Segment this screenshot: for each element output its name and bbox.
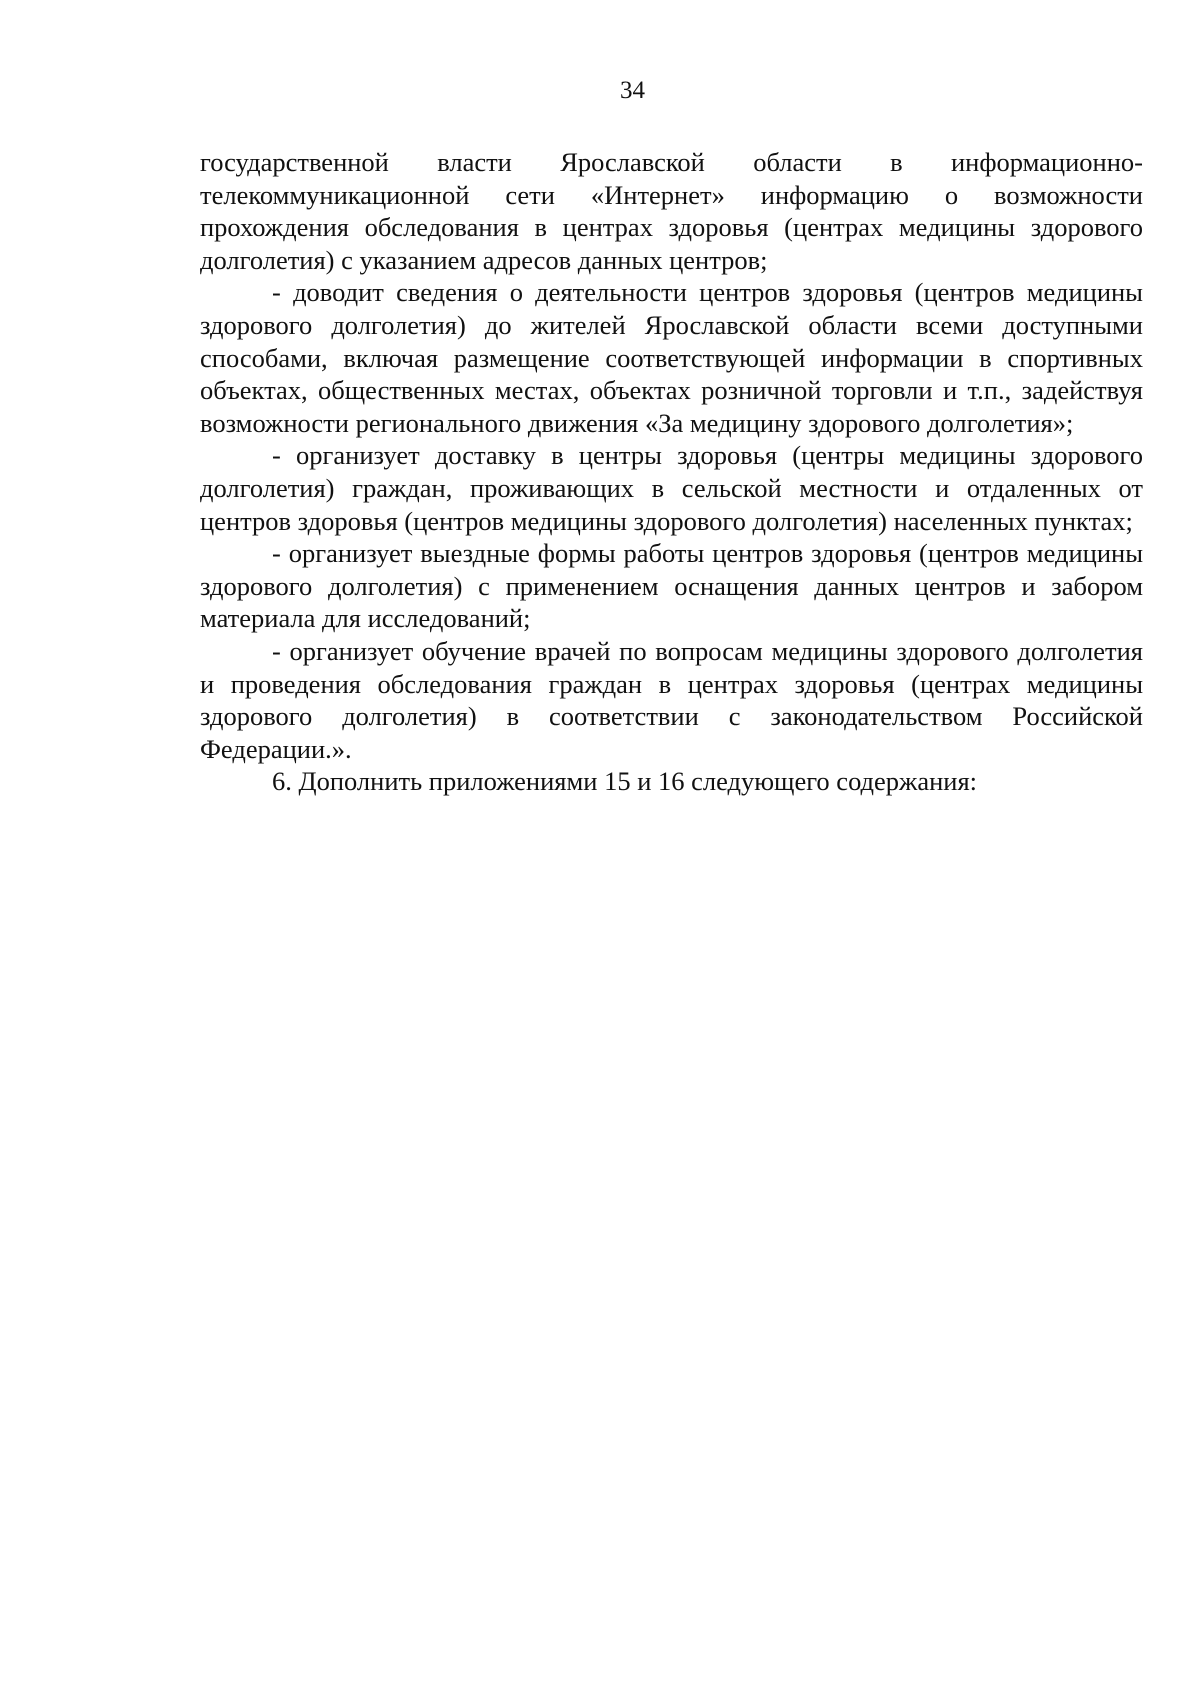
paragraph-delivery: - организует доставку в центры здоровья (центры медицины здорового долголетия) граждан, проживающих в сельской местности и отдаленных от центров здоровья (центров медицины здорового долголетия) населенных пунктах; [200, 440, 1143, 536]
paragraph-informing-residents: - доводит сведения о деятельности центров здоровья (центров медицины здорового долголетия) до жителей Ярославской области всеми доступными способами, включая размещение соответствующей информации в спортивных объектах, общественных местах, объектах розничной торговли и т.п., задействуя возможности регионального движения «За медицину здорового долголетия»; [200, 277, 1143, 438]
paragraph-amendment-6: 6. Дополнить приложениями 15 и 16 следующего содержания: [272, 766, 978, 797]
paragraph-training: - организует обучение врачей по вопросам медицины здорового долголетия и проведения обследования граждан в центрах здоровья (центрах медицины здорового долголетия) в соответствии с законодательством Российской Федерации.». [200, 635, 1143, 764]
page-number: 34 [620, 77, 645, 104]
document-body [200, 146, 1143, 798]
paragraph-continuation: государственной власти Ярославской области в информационно-телекоммуникационной сети «Интернет» информацию о возможности прохождения обследования в центрах здоровья (центрах медицины здорового долголетия) с указанием адресов данных центров; [200, 147, 1143, 275]
paragraph-field-work: - организует выездные формы работы центров здоровья (центров медицины здорового долголетия) с применением оснащения данных центров и забором материала для исследований; [200, 538, 1143, 634]
